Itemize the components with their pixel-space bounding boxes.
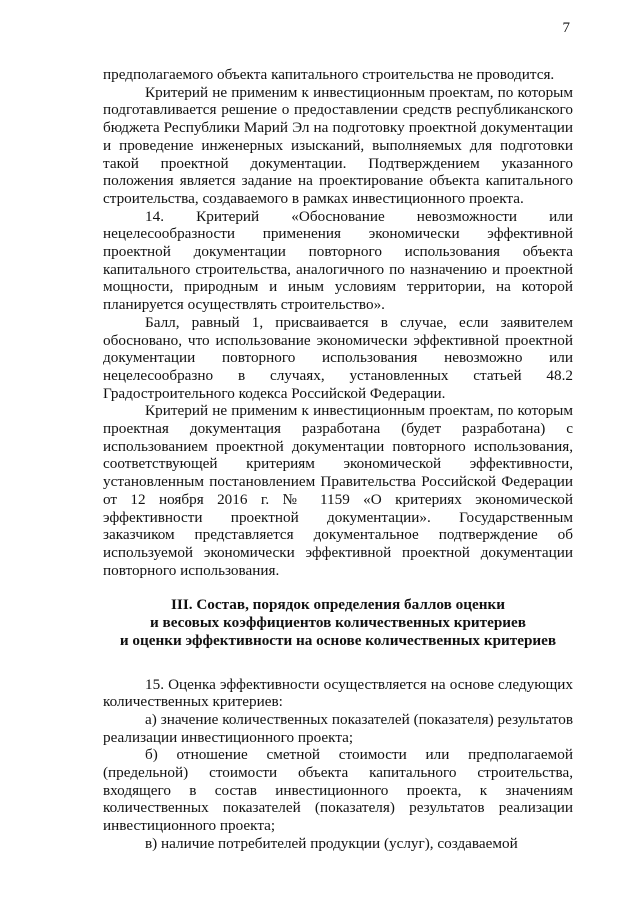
list-item: в) наличие потребителей продукции (услуг), создаваемой [145, 834, 518, 852]
paragraph: Балл, равный 1, присваивается в случае, если заявителем обосновано, что использование экономически эффективной проектной документации повторного использования невозможно или нецелесообразно в случаях, установленных статьей 48.2 Градостроительного кодекса Российской Федерации. [103, 313, 573, 402]
list-item: б) отношение сметной стоимости или предполагаемой (предельной) стоимости объекта капитального строительства, входящего в состав инвестиционного проекта, к значениям количественных показателей (показателя) результатов реализации инвестиционного проекта; [103, 746, 573, 835]
section-heading [103, 596, 573, 649]
section-heading-line: и весовых коэффициентов количественных критериев [149, 614, 526, 632]
paragraph: Критерий не применим к инвестиционным проектам, по которым подготавливается решение о предоставлении средств республиканского бюджета Республики Марий Эл на подготовку проектной документации и проведение инженерных изысканий, выполняемых для подготовки такой проектной документации. Подтверждением указанного положения является задание на проектирование объекта капитального строительства, создаваемого в рамках инвестиционного проекта. [103, 83, 573, 207]
list-item: а) значение количественных показателей (показателя) результатов реализации инвестиционного проекта; [103, 710, 573, 746]
paragraph: 15. Оценка эффективности осуществляется на основе следующих количественных критериев: [103, 675, 573, 711]
section-heading-line: и оценки эффективности на основе количественных критериев [119, 631, 557, 649]
paragraph: Критерий не применим к инвестиционным проектам, по которым проектная документация разработана (будет разработана) с использованием проектной документации повторного использования, соответствующей критериям экономической эффективности, установленным постановлением Правительства Российской Федерации от 12 ноября 2016 г. № 1159 «О критериях экономической эффективности проектной документации». Государственным заказчиком представляется документальное подтверждение об используемой экономически эффективной проектной документации повторного использования. [103, 402, 573, 579]
page-number: 7 [562, 20, 570, 36]
paragraph: предполагаемого объекта капитального строительства не проводится. [103, 66, 555, 83]
document-body [103, 66, 573, 853]
paragraph: 14. Критерий «Обоснование невозможности или нецелесообразности применения экономически эффективной проектной документации повторного использования объекта капитального строительства, аналогичного по назначению и проектной мощности, природным и иным условиям территории, на которой планируется осуществлять строительство». [103, 207, 573, 314]
section-heading-line: III. Состав, порядок определения баллов оценки [171, 596, 505, 614]
